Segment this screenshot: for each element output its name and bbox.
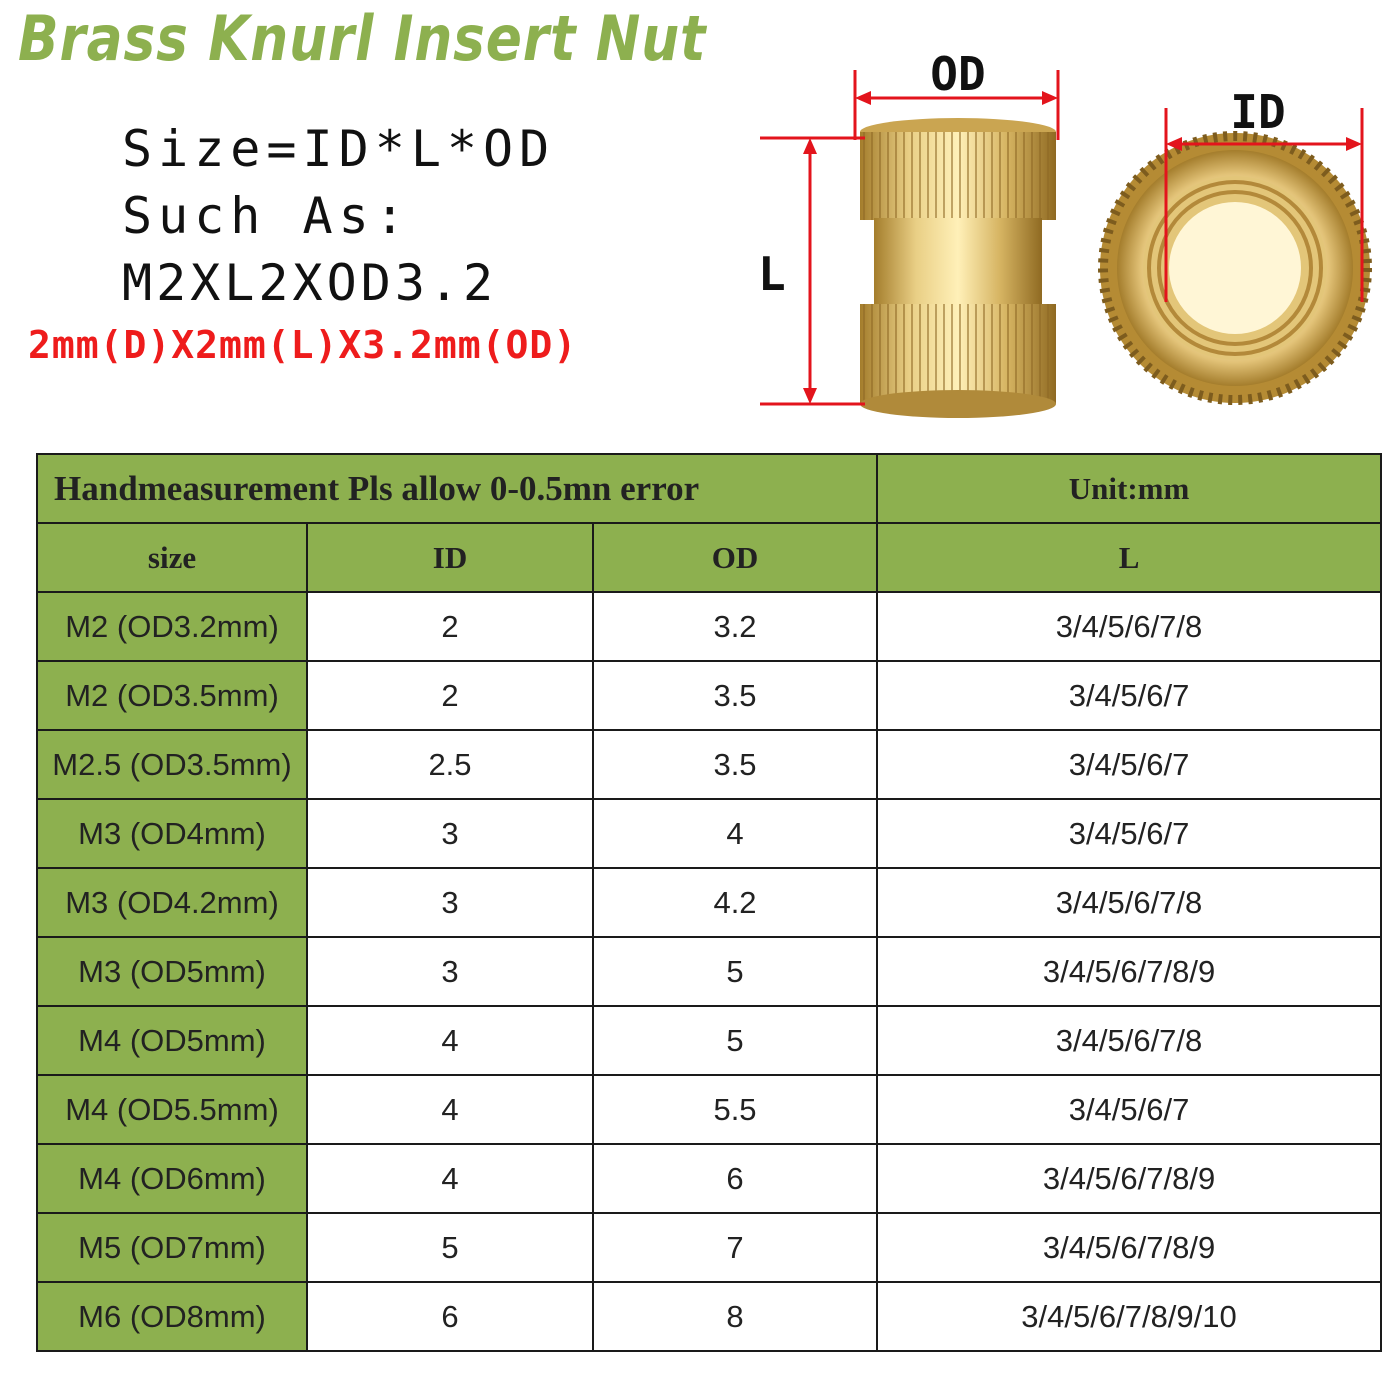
- od-cell: 3.5: [593, 730, 877, 799]
- unit-label: Unit:mm: [877, 454, 1381, 523]
- table-note-row: [37, 454, 1381, 523]
- measurement-note: Handmeasurement Pls allow 0-0.5mn error: [37, 454, 877, 523]
- size-cell: M2.5 (OD3.5mm): [37, 730, 307, 799]
- od-cell: 7: [593, 1213, 877, 1282]
- label-l: L: [758, 247, 786, 301]
- length-cell: 3/4/5/6/7/8/9: [877, 937, 1381, 1006]
- length-cell: 3/4/5/6/7/8/9/10: [877, 1282, 1381, 1351]
- label-od: OD: [930, 47, 986, 101]
- length-cell: 3/4/5/6/7: [877, 1075, 1381, 1144]
- column-header-id: ID: [307, 523, 593, 592]
- size-cell: M4 (OD5.5mm): [37, 1075, 307, 1144]
- size-cell: M3 (OD4mm): [37, 799, 307, 868]
- table-row: [37, 1144, 1381, 1213]
- od-cell: 5.5: [593, 1075, 877, 1144]
- length-cell: 3/4/5/6/7/8: [877, 1006, 1381, 1075]
- size-formula: Size=ID*L*OD: [122, 120, 556, 178]
- such-as-label: Such As:: [122, 187, 411, 245]
- size-cell: M5 (OD7mm): [37, 1213, 307, 1282]
- id-cell: 5: [307, 1213, 593, 1282]
- example-size-detail: 2mm(D)X2mm(L)X3.2mm(OD): [28, 323, 578, 367]
- table-row: [37, 1282, 1381, 1351]
- size-cell: M3 (OD5mm): [37, 937, 307, 1006]
- table-row: [37, 1075, 1381, 1144]
- length-cell: 3/4/5/6/7/8: [877, 868, 1381, 937]
- id-cell: 3: [307, 937, 593, 1006]
- table-row: [37, 730, 1381, 799]
- id-cell: 2: [307, 592, 593, 661]
- table-row: [37, 1213, 1381, 1282]
- length-cell: 3/4/5/6/7/8/9: [877, 1144, 1381, 1213]
- id-cell: 4: [307, 1075, 593, 1144]
- od-cell: 3.2: [593, 592, 877, 661]
- od-cell: 5: [593, 1006, 877, 1075]
- size-cell: M6 (OD8mm): [37, 1282, 307, 1351]
- table-row: [37, 1006, 1381, 1075]
- od-cell: 5: [593, 937, 877, 1006]
- od-cell: 8: [593, 1282, 877, 1351]
- size-cell: M2 (OD3.2mm): [37, 592, 307, 661]
- id-cell: 2.5: [307, 730, 593, 799]
- table-header-row: [37, 523, 1381, 592]
- id-cell: 3: [307, 799, 593, 868]
- table-row: [37, 592, 1381, 661]
- size-cell: M2 (OD3.5mm): [37, 661, 307, 730]
- od-cell: 3.5: [593, 661, 877, 730]
- column-header-l: L: [877, 523, 1381, 592]
- label-id: ID: [1230, 85, 1286, 139]
- table-row: [37, 799, 1381, 868]
- size-table: [36, 453, 1382, 1352]
- length-cell: 3/4/5/6/7/8/9: [877, 1213, 1381, 1282]
- od-cell: 4.2: [593, 868, 877, 937]
- example-size: M2XL2XOD3.2: [122, 254, 498, 312]
- length-cell: 3/4/5/6/7: [877, 661, 1381, 730]
- length-cell: 3/4/5/6/7: [877, 730, 1381, 799]
- insert-side-view: [860, 118, 1056, 418]
- column-header-od: OD: [593, 523, 877, 592]
- id-cell: 2: [307, 661, 593, 730]
- insert-end-view: [1100, 133, 1370, 403]
- table-row: [37, 661, 1381, 730]
- id-cell: 4: [307, 1144, 593, 1213]
- size-cell: M3 (OD4.2mm): [37, 868, 307, 937]
- length-cell: 3/4/5/6/7/8: [877, 592, 1381, 661]
- id-cell: 3: [307, 868, 593, 937]
- page-title: Brass Knurl Insert Nut: [18, 2, 707, 75]
- id-cell: 6: [307, 1282, 593, 1351]
- product-dimension-diagram: [740, 40, 1380, 420]
- od-cell: 6: [593, 1144, 877, 1213]
- column-header-size: size: [37, 523, 307, 592]
- length-cell: 3/4/5/6/7: [877, 799, 1381, 868]
- table-row: [37, 868, 1381, 937]
- size-cell: M4 (OD5mm): [37, 1006, 307, 1075]
- table-row: [37, 937, 1381, 1006]
- id-cell: 4: [307, 1006, 593, 1075]
- od-cell: 4: [593, 799, 877, 868]
- size-cell: M4 (OD6mm): [37, 1144, 307, 1213]
